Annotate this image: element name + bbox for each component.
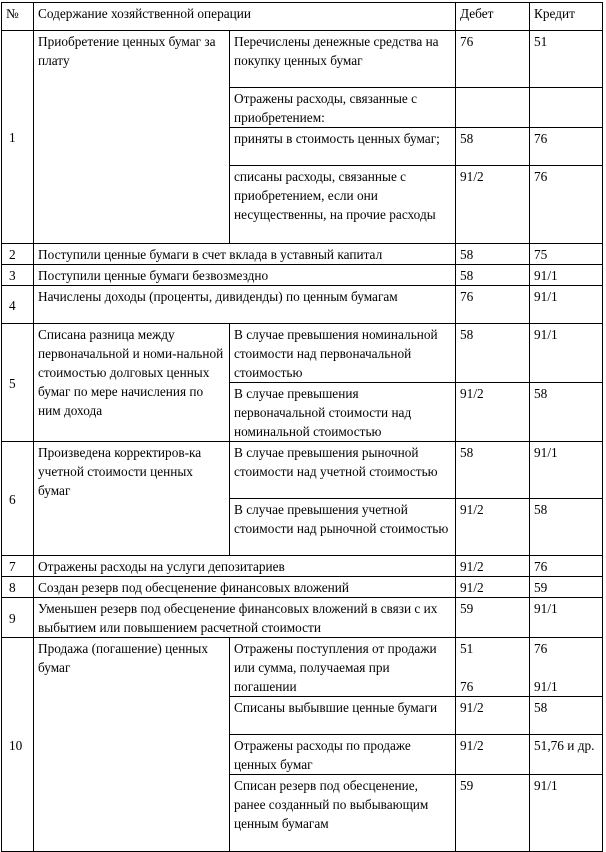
credit-cell: 76 (530, 166, 603, 244)
credit-cell: 76 (530, 556, 603, 577)
table-row (2, 556, 603, 577)
header-num: № (2, 3, 34, 31)
operation-title: Создан резерв под обесценение финансовых вложений (34, 577, 456, 598)
operation-title: Списана разница между первоначальной и номи-нальной стоимостью долговых ценных бумаг по мере начисления по ним дохода (34, 324, 230, 442)
debit-cell: 91/2 (456, 383, 530, 442)
debit-cell: 59 (456, 598, 530, 638)
table-row (2, 638, 603, 697)
debit-cell: 91/2 (456, 697, 530, 735)
operation-detail: Отражены поступления от продажи или сумма, получаемая при погашении (230, 638, 456, 697)
credit-cell: 91/1 (530, 286, 603, 324)
credit-cell: 58 (530, 697, 603, 735)
debit-cell: 91/2 (456, 499, 530, 556)
operation-detail: Списаны выбывшие ценные бумаги (230, 697, 456, 735)
credit-values: 76 91/1 (534, 641, 558, 694)
debit-cell: 76 (456, 31, 530, 88)
row-number: 7 (2, 556, 34, 577)
credit-cell: 76 (530, 128, 603, 166)
row-number: 3 (2, 265, 34, 286)
credit-cell: 58 (530, 383, 603, 442)
row-number: 1 (2, 31, 34, 244)
credit-cell: 91/1 (530, 265, 603, 286)
debit-cell (456, 638, 530, 697)
table-row (2, 244, 603, 265)
credit-cell: 91/1 (530, 775, 603, 852)
table-row (2, 286, 603, 324)
credit-cell: 59 (530, 577, 603, 598)
table-row (2, 577, 603, 598)
credit-cell: 91/1 (530, 442, 603, 499)
debit-cell: 91/2 (456, 577, 530, 598)
debit-cell: 59 (456, 775, 530, 852)
header-content: Содержание хозяйственной операции (34, 3, 456, 31)
table-row (2, 324, 603, 383)
debit-cell: 91/2 (456, 735, 530, 775)
debit-cell (456, 88, 530, 128)
header-credit: Кредит (530, 3, 603, 31)
operation-title: Начислены доходы (проценты, дивиденды) по ценным бумагам (34, 286, 456, 324)
header-debit: Дебет (456, 3, 530, 31)
operation-title: Отражены расходы на услуги депозитариев (34, 556, 456, 577)
operation-detail: В случае превышения рыночной стоимости над учетной стоимостью (230, 442, 456, 499)
table-row (2, 265, 603, 286)
operation-detail: В случае превышения номинальной стоимости над первоначальной стоимостью (230, 324, 456, 383)
row-number: 9 (2, 598, 34, 638)
row-number: 8 (2, 577, 34, 598)
header-row (2, 3, 603, 31)
operation-detail: Отражены расходы, связанные с приобретением: (230, 88, 456, 128)
debit-cell: 58 (456, 442, 530, 499)
operations-table (1, 2, 603, 852)
operation-title: Поступили ценные бумаги безвозмездно (34, 265, 456, 286)
credit-cell: 91/1 (530, 324, 603, 383)
credit-cell (530, 88, 603, 128)
debit-cell: 76 (456, 286, 530, 324)
credit-cell: 51,76 и др. (530, 735, 603, 775)
table-row (2, 442, 603, 499)
operation-title: Уменьшен резерв под обесценение финансовых вложений в связи с их выбытием или повышением расчетной стоимости (34, 598, 456, 638)
operation-detail: Перечислены денежные средства на покупку ценных бумаг (230, 31, 456, 88)
operation-detail: В случае превышения первоначальной стоимости над номинальной стоимостью (230, 383, 456, 442)
table-row (2, 598, 603, 638)
operation-title: Поступили ценные бумаги в счет вклада в уставный капитал (34, 244, 456, 265)
row-number: 2 (2, 244, 34, 265)
row-number: 4 (2, 286, 34, 324)
credit-cell: 75 (530, 244, 603, 265)
row-number: 10 (2, 638, 34, 852)
operation-detail: списаны расходы, связанные с приобретением, если они несущественны, на прочие расходы (230, 166, 456, 244)
operation-detail: приняты в стоимость ценных бумаг; (230, 128, 456, 166)
debit-cell: 58 (456, 265, 530, 286)
debit-cell: 58 (456, 324, 530, 383)
debit-cell: 58 (456, 128, 530, 166)
credit-cell (530, 638, 603, 697)
credit-cell: 91/1 (530, 598, 603, 638)
operation-title: Продажа (погашение) ценных бумаг (34, 638, 230, 852)
operation-title: Произведена корректиров-ка учетной стоимости ценных бумаг (34, 442, 230, 556)
debit-cell: 91/2 (456, 556, 530, 577)
operation-detail: Отражены расходы по продаже ценных бумаг (230, 735, 456, 775)
credit-cell: 58 (530, 499, 603, 556)
debit-values: 51 76 (460, 641, 474, 694)
operation-detail: Списан резерв под обесценение, ранее созданный по выбывающим ценным бумагам (230, 775, 456, 852)
credit-cell: 51 (530, 31, 603, 88)
debit-cell: 58 (456, 244, 530, 265)
table-row (2, 31, 603, 88)
debit-cell: 91/2 (456, 166, 530, 244)
row-number: 5 (2, 324, 34, 442)
operation-title: Приобретение ценных бумаг за плату (34, 31, 230, 244)
row-number: 6 (2, 442, 34, 556)
operation-detail: В случае превышения учетной стоимости над рыночной стоимостью (230, 499, 456, 556)
